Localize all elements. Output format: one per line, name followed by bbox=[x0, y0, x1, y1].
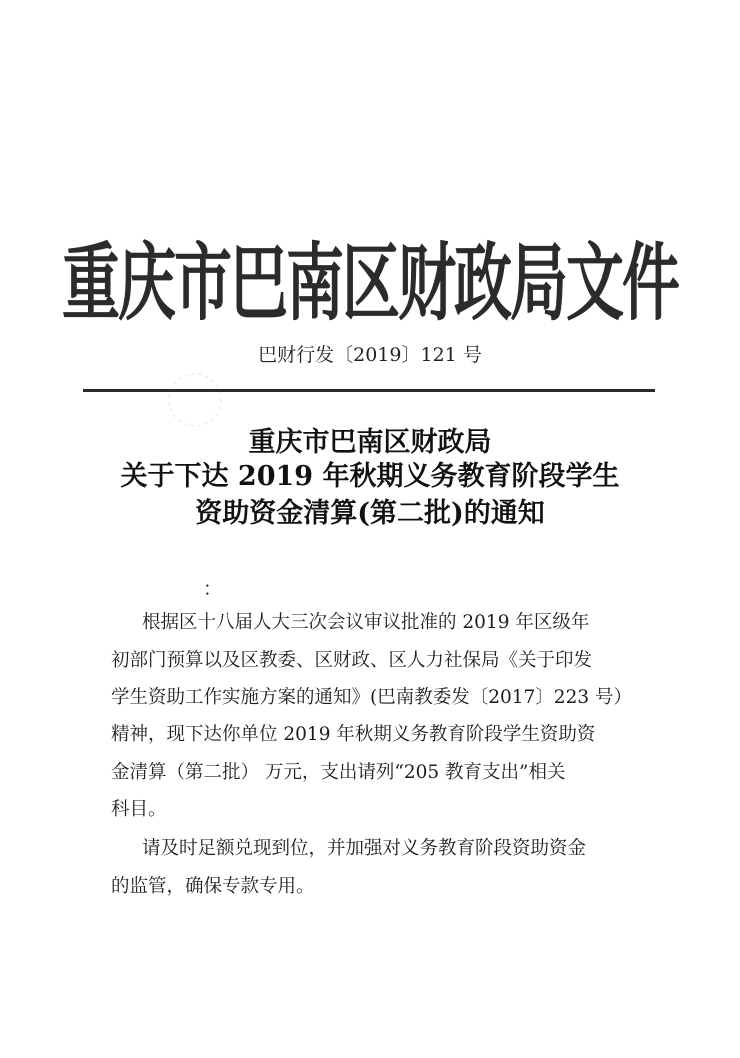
body-line-8: 的监管，确保专款专用。 bbox=[111, 876, 315, 897]
notice-title-line-1: 重庆市巴南区财政局 bbox=[248, 427, 492, 458]
document-header-title: 重庆市巴南区财政局文件 bbox=[61, 233, 678, 333]
body-line-7: 请及时足额兑现到位，并加强对义务教育阶段资助资金 bbox=[142, 838, 587, 859]
body-line-6: 科目。 bbox=[111, 799, 167, 820]
body-line-5: 金清算（第二批） 万元，支出请列“205 教育支出”相关 bbox=[111, 762, 566, 783]
notice-title-line-3: 资助资金清算(第二批)的通知 bbox=[195, 498, 545, 529]
body-line-4: 精神，现下达你单位 2019 年秋期义务教育阶段学生资助资 bbox=[111, 724, 596, 745]
document-number: 巴财行发〔2019〕121 号 bbox=[258, 344, 482, 366]
body-line-1: 根据区十八届人大三次会议审议批准的 2019 年区级年 bbox=[142, 612, 590, 633]
body-line-2: 初部门预算以及区教委、区财政、区人力社保局《关于印发 bbox=[111, 650, 593, 671]
recipient-line: ： bbox=[203, 578, 223, 600]
notice-title-line-2: 关于下达 2019 年秋期义务教育阶段学生 bbox=[120, 461, 620, 492]
body-line-3: 学生资助工作实施方案的通知》(巴南教委发〔2017〕223 号） bbox=[111, 687, 632, 708]
